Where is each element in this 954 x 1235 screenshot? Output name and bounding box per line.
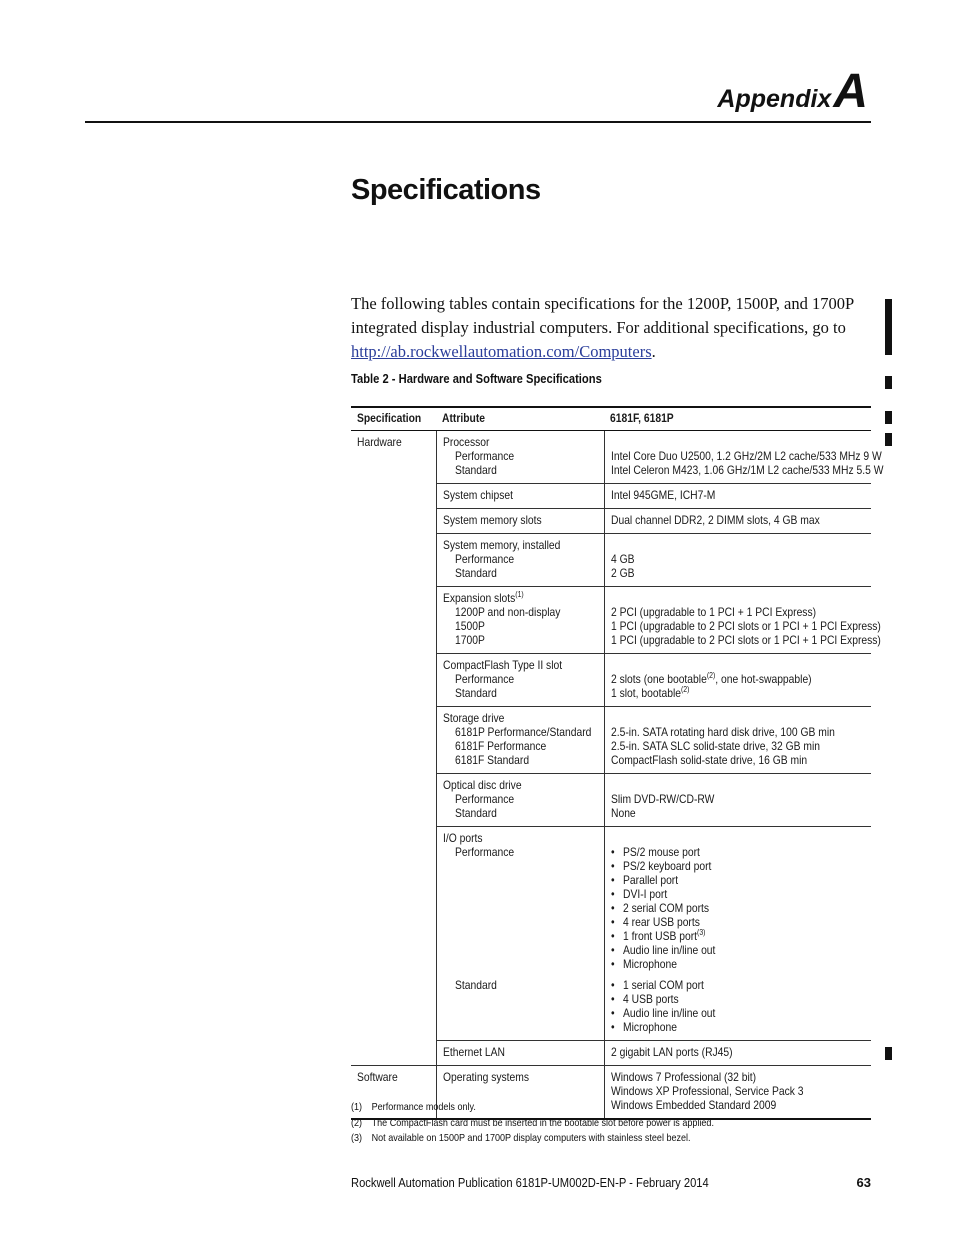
spec-table [351, 406, 883, 1120]
value-cell: Intel 945GME, ICH7-M [604, 484, 871, 509]
footnote: (1) Performance models only. [351, 1101, 476, 1113]
table-row-compactflash [351, 654, 871, 707]
value-cell: Intel Core Duo U2500, 1.2 GHz/2M L2 cache/533 MHz 9 W Intel Celeron M423, 1.06 GHz/1M L2 cache/533 MHz 5.5 W [604, 431, 871, 484]
value-cell: Slim DVD-RW/CD-RW None [604, 774, 871, 827]
footnotes [351, 1100, 773, 1147]
section-hardware: Hardware [357, 435, 402, 449]
list-item: • Parallel port [611, 873, 715, 887]
attr-cell: Operating systems [436, 1066, 604, 1120]
value-cell: 4 GB 2 GB [604, 534, 871, 587]
list-item: • 4 rear USB ports [611, 915, 715, 929]
table-row-optical [351, 774, 871, 827]
intro-end: . [651, 342, 656, 361]
attr-cell: Processor Performance Standard [436, 431, 604, 484]
attr-cell: Optical disc drive Performance Standard [436, 774, 604, 827]
list-item: • 4 USB ports [611, 992, 715, 1006]
value-cell: 2 slots (one bootable$^{(2)}$, one hot-swappable) 1 slot, bootable$^{(2)}$ [604, 654, 871, 707]
list-item: • Microphone [611, 957, 715, 971]
appendix-word: Appendix [717, 85, 832, 113]
value-cell: 2.5-in. SATA rotating hard disk drive, 100 GB min 2.5-in. SATA SLC solid-state drive, 32 GB min CompactFlash solid-state drive, 16 GB min [604, 707, 871, 774]
value-cell: Dual channel DDR2, 2 DIMM slots, 4 GB max [604, 509, 871, 534]
section-software: Software [351, 1066, 436, 1120]
change-bar [885, 376, 892, 389]
table-caption: Table 2 - Hardware and Software Specifications [351, 371, 602, 386]
list-item: • PS/2 mouse port [611, 845, 715, 859]
footnote: (2) The CompactFlash card must be inserted in the bootable slot before power is applied. [351, 1116, 714, 1129]
footnote-ref: (1) [514, 590, 524, 599]
footnote: (3) Not available on 1500P and 1700P display computers with stainless steel bezel. [351, 1132, 691, 1144]
table-row-processor [351, 431, 871, 484]
page-title: Specifications [351, 174, 541, 206]
header-model: 6181F, 6181P [604, 407, 871, 431]
footnote-ref: (2) [706, 671, 715, 680]
change-bar [885, 299, 892, 355]
change-bar [885, 433, 892, 446]
appendix-letter: A [833, 65, 868, 118]
attr-cell: System memory, installed Performance Standard [436, 534, 604, 587]
value-cell [604, 827, 871, 1041]
footnote-ref: (3) [696, 928, 705, 937]
intro-paragraph [351, 292, 871, 364]
value-cell: 2 gigabit LAN ports (RJ45) [604, 1041, 871, 1066]
attr-cell: Storage drive 6181P Performance/Standard 6181F Performance 6181F Standard [436, 707, 604, 774]
attr-cell: Expansion slots$^{(1)}$ 1200P and non-display 1500P 1700P [436, 587, 604, 654]
list-item: • Audio line in/line out [611, 1006, 715, 1020]
attr-cell: System memory slots [436, 509, 604, 534]
table-row-ethernet [351, 1041, 871, 1066]
attr-cell: I/O ports Performance Standard [436, 827, 604, 1041]
header-attribute: Attribute [436, 407, 604, 431]
table-header-row [351, 407, 871, 431]
table-row-io-ports [351, 827, 871, 1041]
list-item: • Audio line in/line out [611, 943, 715, 957]
appendix-heading [717, 64, 868, 119]
attr-cell: Ethernet LAN [436, 1041, 604, 1066]
value-cell: Windows 7 Professional (32 bit) Windows XP Professional, Service Pack 3 Windows Embedded Standard 2009 [604, 1066, 871, 1120]
attr-cell: CompactFlash Type II slot Performance Standard [436, 654, 604, 707]
list-item: • PS/2 keyboard port [611, 859, 715, 873]
table-row-expansion [351, 587, 871, 654]
header-rule [85, 121, 871, 123]
list-item: • 2 serial COM ports [611, 901, 715, 915]
table-row-memory-installed [351, 534, 871, 587]
list-item: • 1 serial COM port [611, 978, 715, 992]
change-bar [885, 411, 892, 424]
table-row-storage [351, 707, 871, 774]
header-specification: Specification [351, 407, 436, 431]
intro-text: The following tables contain specifications for the 1200P, 1500P, and 1700P integrated display industrial computers. For additional specifications, go to [351, 294, 854, 337]
change-bar [885, 1047, 892, 1060]
computers-link[interactable]: http://ab.rockwellautomation.com/Computers [351, 342, 652, 361]
spec-table-wrapper [351, 406, 883, 1120]
value-cell: 2 PCI (upgradable to 1 PCI + 1 PCI Express) 1 PCI (upgradable to 2 PCI slots or 1 PCI + 1 PCI Express) 1 PCI (upgradable to 2 PCI slots or 1 PCI + 1 PCI Express) [604, 587, 871, 654]
table-row-memory-slots [351, 509, 871, 534]
attr-cell: System chipset [436, 484, 604, 509]
page-number: 63 [856, 1175, 871, 1190]
list-item: • DVI-I port [611, 887, 715, 901]
table-row-chipset [351, 484, 871, 509]
list-item: • 1 front USB port$^{(3)}$ [611, 929, 715, 943]
publication-info: Rockwell Automation Publication 6181P-UM002D-EN-P - February 2014 [351, 1175, 709, 1190]
footnote-ref: (2) [680, 685, 689, 694]
list-item: • Microphone [611, 1020, 715, 1034]
